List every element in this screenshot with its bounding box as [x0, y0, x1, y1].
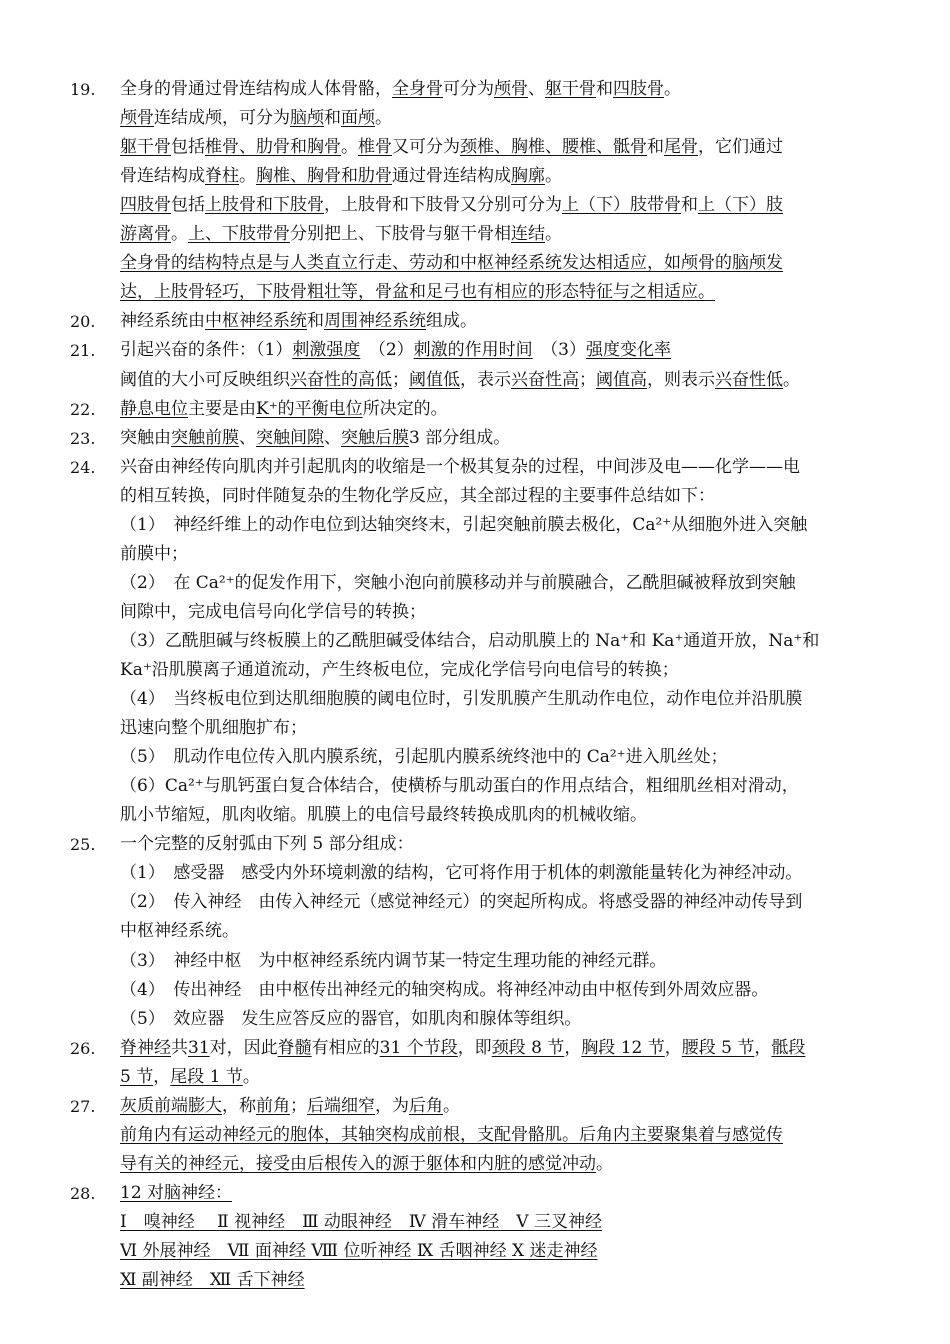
text-line: [120, 1034, 880, 1063]
text-segment: ，上肢骨和下肢骨又分别可分为: [324, 195, 562, 215]
text-segment: 连结成颅，可分为: [154, 108, 290, 128]
item-number: 21.: [70, 341, 96, 360]
text-line: [120, 976, 880, 1005]
text-segment: （3）乙酰胆碱与终板膜上的乙酰胆碱受体结合，启动肌膜上的 Na⁺和 Ka⁺通道开放，Na⁺和: [120, 631, 820, 651]
underlined-term: 刺激强度: [292, 340, 361, 360]
underlined-term: 兴奋性的高低: [290, 370, 392, 390]
text-segment: 肌小节缩短，肌肉收缩。肌膜上的电信号最终转换成肌肉的机械收缩。: [120, 805, 647, 825]
text-segment: ，: [754, 1038, 772, 1058]
text-segment: 、: [324, 428, 341, 448]
underlined-term: 中枢神经系统: [205, 311, 307, 331]
text-segment: （6）Ca²⁺与肌钙蛋白复合体结合，使横桥与肌动蛋白的作用点结合，粗细肌丝相对滑动，: [120, 776, 799, 796]
text-segment: 中枢神经系统。: [120, 921, 239, 941]
text-segment: 包括: [171, 195, 205, 215]
text-line: [120, 627, 880, 656]
underlined-term: 前角内有运动神经元的胞体，其轴突构成前根，支配骨骼肌。后角内主要聚集着与感觉传: [120, 1125, 783, 1145]
text-line: [120, 801, 880, 830]
text-segment: 3 部分组成。: [409, 428, 511, 448]
underlined-term: 全身骨: [392, 79, 443, 99]
underlined-term: 椎骨: [358, 137, 392, 157]
underlined-term: 胸段 12 节: [581, 1038, 665, 1058]
text-segment: 。: [239, 166, 256, 186]
text-line: [120, 569, 880, 598]
text-segment: 对，因此: [209, 1038, 278, 1058]
text-line: [120, 220, 880, 249]
text-segment: 。: [242, 1067, 260, 1087]
underlined-term: K⁺的平衡电位: [256, 399, 363, 419]
text-segment: 突触由: [120, 428, 171, 448]
text-segment: 前膜中；: [120, 544, 188, 564]
underlined-term: 脊柱: [205, 166, 239, 186]
text-segment: ；: [579, 370, 596, 390]
text-segment: 共: [171, 1038, 188, 1058]
text-segment: 和: [307, 311, 324, 331]
text-line: [120, 249, 880, 278]
text-line: [120, 307, 880, 336]
text-segment: 主要是由: [188, 399, 256, 419]
underlined-term: 四肢骨: [613, 79, 664, 99]
text-segment: 。: [375, 108, 392, 128]
text-segment: （4） 当终板电位到达肌细胞膜的阈电位时，引发肌膜产生肌动作电位，动作电位并沿肌膜: [120, 689, 803, 709]
text-segment: （5） 效应器 发生应答反应的器官，如肌肉和腺体等组织。: [120, 1009, 582, 1029]
text-line: [120, 743, 880, 772]
text-segment: 。: [545, 166, 562, 186]
text-segment: ，为: [375, 1096, 409, 1116]
underlined-term: 游离骨: [120, 224, 171, 244]
text-segment: ，它们通过: [698, 137, 783, 157]
underlined-term: 胸椎、胸骨和肋骨: [256, 166, 392, 186]
text-segment: ，即: [457, 1038, 492, 1058]
underlined-term: 上、下肢带骨: [188, 224, 290, 244]
underlined-term: 上（下）肢: [698, 195, 783, 215]
underlined-term: 阈值高: [596, 370, 647, 390]
item-number: 26.: [70, 1039, 96, 1058]
text-segment: 一个完整的反射弧由下列 5 部分组成：: [120, 834, 414, 854]
item-number: 27.: [70, 1097, 96, 1116]
text-segment: （3）: [532, 340, 586, 360]
underlined-term: 连结: [511, 224, 545, 244]
underlined-term: 突触间隙: [256, 428, 324, 448]
text-line: [120, 482, 880, 511]
underlined-term: 骶段: [771, 1038, 806, 1058]
item-number: 22.: [70, 400, 96, 419]
underlined-term: 颅骨: [494, 79, 528, 99]
underlined-term: 椎骨、肋骨和胸骨: [205, 137, 341, 157]
text-segment: （4） 传出神经 由中枢传出神经元的轴突构成。将神经冲动由中枢传到外周效应器。: [120, 980, 769, 1000]
text-line: [120, 1208, 880, 1237]
text-line: [120, 947, 880, 976]
underlined-term: Ⅵ 外展神经 Ⅶ 面神经 Ⅷ 位听神经 Ⅸ 舌咽神经 Ⅹ 迷走神经: [120, 1241, 598, 1261]
text-line: [120, 278, 880, 307]
text-segment: 分别把上、下肢骨与躯干骨相: [290, 224, 511, 244]
text-segment: 神经系统由: [120, 311, 205, 331]
text-segment: 通过骨连结构成: [392, 166, 511, 186]
underlined-term: 上肢骨和下肢骨: [205, 195, 324, 215]
text-line: [120, 656, 880, 685]
underlined-term: 面颅: [341, 108, 375, 128]
text-segment: ，则表示: [647, 370, 715, 390]
text-segment: ，: [664, 1038, 682, 1058]
text-segment: （2） 在 Ca²⁺的促发作用下，突触小泡向前膜移动并与前膜融合，乙酰胆碱被释放到突触: [120, 573, 796, 593]
text-line: [120, 191, 880, 220]
text-line: [120, 133, 880, 162]
text-line: [120, 453, 880, 482]
item-number: 28.: [70, 1184, 96, 1203]
underlined-term: 躯干骨: [120, 137, 171, 157]
underlined-term: 腰段 5 节: [681, 1038, 755, 1058]
underlined-term: 31 个节段: [379, 1038, 458, 1058]
item-number: 24.: [70, 458, 96, 477]
text-line: [120, 540, 880, 569]
underlined-term: 兴奋性高: [511, 370, 579, 390]
underlined-term: 尾骨: [664, 137, 698, 157]
text-line: [120, 1150, 880, 1179]
underlined-term: 脑颅: [290, 108, 324, 128]
text-line: [120, 511, 880, 540]
text-segment: 和: [596, 79, 613, 99]
underlined-term: 脊神经: [120, 1038, 171, 1058]
text-line: [120, 1063, 880, 1092]
text-line: [120, 1266, 880, 1295]
underlined-term: 四肢骨: [120, 195, 171, 215]
text-line: [120, 859, 880, 888]
underlined-term: 突触前膜: [171, 428, 239, 448]
underlined-term: 兴奋性低: [715, 370, 783, 390]
text-segment: ，称: [222, 1096, 256, 1116]
text-segment: （1） 神经纤维上的动作电位到达轴突终末，引起突触前膜去极化，Ca²⁺从细胞外进入突触: [120, 515, 808, 535]
text-line: [120, 830, 880, 859]
underlined-term: 颅骨: [120, 108, 154, 128]
text-line: [120, 1092, 880, 1121]
underlined-term: 突触后膜: [341, 428, 409, 448]
text-segment: 。: [443, 1096, 460, 1116]
text-segment: 迅速向整个肌细胞扩布；: [120, 718, 307, 738]
text-segment: （2） 传入神经 由传入神经元（感觉神经元）的突起所构成。将感受器的神经冲动传导到: [120, 892, 803, 912]
underlined-term: 刺激的作用时间: [413, 340, 533, 360]
underlined-term: 31: [188, 1038, 210, 1058]
underlined-term: 躯干骨: [545, 79, 596, 99]
text-segment: 、: [239, 428, 256, 448]
underlined-term: 达，上肢骨轻巧，下肢骨粗壮等，骨盆和足弓也有相应的形态特征与之相适应。: [120, 282, 715, 302]
underlined-term: 尾段 1 节: [170, 1067, 243, 1087]
text-segment: 的相互转换，同时伴随复杂的生物化学反应，其全部过程的主要事件总结如下：: [120, 486, 715, 506]
text-segment: 阈值的大小可反映组织: [120, 370, 290, 390]
underlined-term: 12 对脑神经：: [120, 1183, 233, 1203]
text-segment: 和: [324, 108, 341, 128]
underlined-term: 阈值低: [409, 370, 460, 390]
text-line: [120, 1179, 880, 1208]
text-line: [120, 1237, 880, 1266]
underlined-term: Ⅺ 副神经 Ⅻ 舌下神经: [120, 1270, 305, 1290]
text-segment: ；: [392, 370, 409, 390]
underlined-term: 后角: [409, 1096, 443, 1116]
underlined-term: 脊髓: [277, 1038, 312, 1058]
text-line: [120, 424, 880, 453]
underlined-term: 导有关的神经元，接受由后根传入的源于躯体和内脏的感觉冲动: [120, 1154, 596, 1174]
item-number: 23.: [70, 429, 96, 448]
text-segment: ，: [564, 1038, 582, 1058]
text-segment: （2）: [360, 340, 414, 360]
text-line: [120, 336, 880, 365]
text-line: [120, 75, 880, 104]
text-segment: 组成。: [426, 311, 477, 331]
text-line: [120, 714, 880, 743]
text-segment: 。: [171, 224, 188, 244]
text-line: [120, 395, 880, 424]
text-segment: 和: [681, 195, 698, 215]
text-segment: 又可分为: [392, 137, 460, 157]
text-segment: 包括: [171, 137, 205, 157]
text-segment: 有相应的: [311, 1038, 380, 1058]
text-segment: 可分为: [443, 79, 494, 99]
item-number: 20.: [70, 312, 96, 331]
text-segment: 所决定的。: [362, 399, 448, 419]
underlined-term: 静息电位: [120, 399, 188, 419]
text-segment: 引起兴奋的条件：（1）: [120, 340, 293, 360]
text-line: [120, 685, 880, 714]
underlined-term: 胸廓: [511, 166, 545, 186]
text-segment: （1） 感受器 感受内外环境刺激的结构，它可将作用于机体的刺激能量转化为神经冲动。: [120, 863, 803, 883]
underlined-term: 上（下）肢带骨: [562, 195, 681, 215]
underlined-term: 后端细窄: [307, 1096, 375, 1116]
underlined-term: 全身骨的结构特点是与人类直立行走、劳动和中枢神经系统发达相适应，如颅骨的脑颅发: [120, 253, 783, 273]
text-line: [120, 598, 880, 627]
text-segment: 。: [664, 79, 681, 99]
underlined-term: Ⅰ 嗅神经 Ⅱ 视神经 Ⅲ 动眼神经 Ⅳ 滑车神经 Ⅴ 三叉神经: [120, 1212, 602, 1232]
text-line: [120, 1005, 880, 1034]
text-line: [120, 888, 880, 917]
text-segment: 间隙中，完成电信号向化学信号的转换；: [120, 602, 426, 622]
underlined-term: 前角: [256, 1096, 290, 1116]
text-segment: 兴奋由神经传向肌肉并引起肌肉的收缩是一个极其复杂的过程，中间涉及电——化学——电: [120, 457, 800, 477]
text-segment: Ka⁺沿肌膜离子通道流动，产生终板电位，完成化学信号向电信号的转换；: [120, 660, 679, 680]
item-number: 25.: [70, 835, 96, 854]
text-line: [120, 104, 880, 133]
text-segment: 。: [596, 1154, 613, 1174]
text-segment: ，表示: [460, 370, 511, 390]
text-segment: 骨连结构成: [120, 166, 205, 186]
text-line: [120, 162, 880, 191]
text-segment: 、: [528, 79, 545, 99]
text-segment: ，: [153, 1067, 171, 1087]
underlined-term: 颈椎、胸椎、腰椎、骶骨: [460, 137, 647, 157]
underlined-term: 周围神经系统: [324, 311, 426, 331]
text-segment: （5） 肌动作电位传入肌内膜系统，引起肌内膜系统终池中的 Ca²⁺进入肌丝处；: [120, 747, 728, 767]
text-segment: 。: [783, 370, 800, 390]
text-segment: 全身的骨通过骨连结构成人体骨骼，: [120, 79, 392, 99]
text-segment: （3） 神经中枢 为中枢神经系统内调节某一特定生理功能的神经元群。: [120, 951, 667, 971]
item-number: 19.: [70, 80, 96, 99]
underlined-term: 灰质前端膨大: [120, 1096, 222, 1116]
text-segment: ；: [290, 1096, 307, 1116]
underlined-term: 颈段 8 节: [491, 1038, 565, 1058]
text-segment: 。: [341, 137, 358, 157]
text-line: [120, 917, 880, 946]
text-segment: 。: [545, 224, 562, 244]
text-line: [120, 1121, 880, 1150]
underlined-term: 强度变化率: [585, 340, 671, 360]
text-segment: 和: [647, 137, 664, 157]
underlined-term: 5 节: [120, 1067, 154, 1087]
text-line: [120, 772, 880, 801]
text-line: [120, 366, 880, 395]
